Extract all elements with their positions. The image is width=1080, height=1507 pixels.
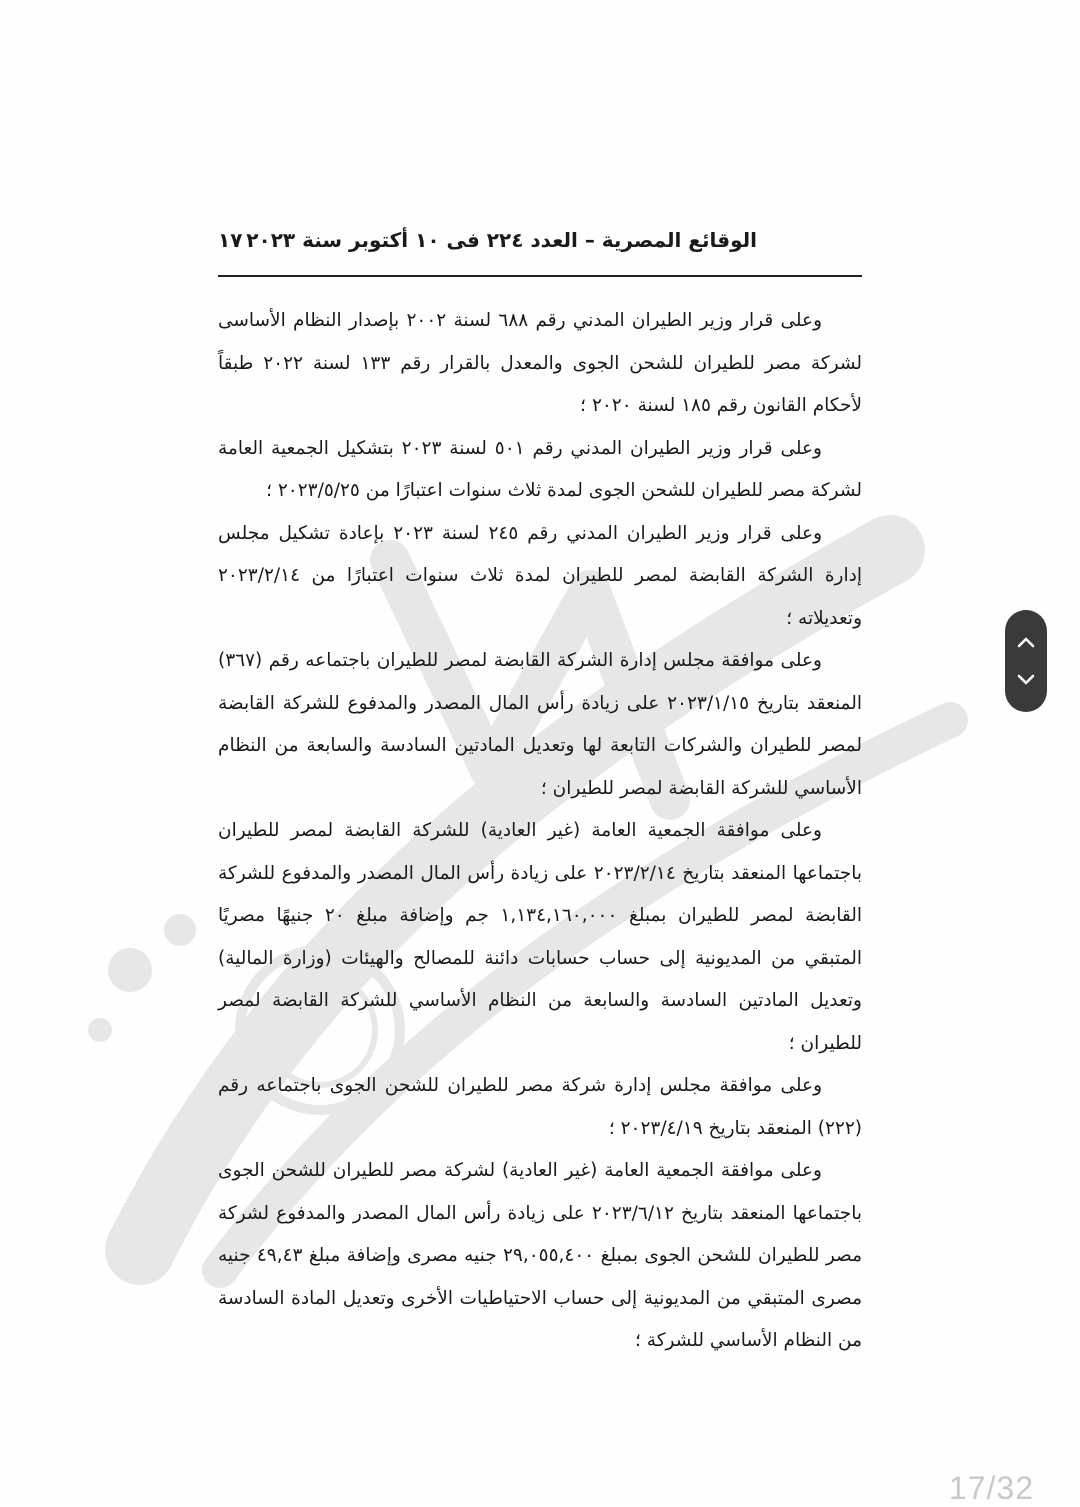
document-body [218,300,862,1363]
page-indicator: 17/32 [948,1470,1034,1506]
paragraph: وعلى موافقة مجلس إدارة الشركة القابضة لمصر للطيران باجتماعه رقم (٣٦٧) المنعقد بتاريخ ٢٠٢٣/١/١٥ على زيادة رأس المال المصدر والمدفوع للشركة القابضة لمصر للطيران والشركات التابعة لها وتعديل المادتين السادسة والسابعة من النظام الأساسي للشركة القابضة لمصر للطيران ؛ [218,650,863,799]
gazette-issue-title: الوقائع المصرية – العدد ٢٢٤ فى ١٠ أكتوبر سنة ٢٠٢٣ [246,228,757,252]
scroll-down-button[interactable] [1005,658,1047,700]
printed-page-number: ١٧ [218,228,243,252]
paragraph: وعلى موافقة الجمعية العامة (غير العادية) لشركة مصر للطيران للشحن الجوى باجتماعها المنعقد بتاريخ ٢٠٢٣/٦/١٢ على زيادة رأس المال المصدر والمدفوع لشركة مصر للطيران للشحن الجوى بمبلغ ٢٩,٠٥٥,٤٠٠ جنيه مصرى وإضافة مبلغ ٤٩,٤٣ جنيه مصرى المتبقي من المديونية إلى حساب الاحتياطيات الأخرى وتعديل المادة السادسة من النظام الأساسي للشركة ؛ [218,1160,863,1351]
paragraph: وعلى قرار وزير الطيران المدني رقم ٦٨٨ لسنة ٢٠٠٢ بإصدار النظام الأساسى لشركة مصر للطيران للشحن الجوى والمعدل بالقرار رقم ١٣٣ لسنة ٢٠٢٢ طبقاً لأحكام القانون رقم ١٨٥ لسنة ٢٠٢٠ ؛ [218,310,862,416]
header-divider [218,275,862,277]
paragraph: وعلى موافقة مجلس إدارة شركة مصر للطيران للشحن الجوى باجتماعه رقم (٢٢٢) المنعقد بتاريخ ٢٠٢٣/٤/١٩ ؛ [218,1075,862,1139]
paragraph: وعلى قرار وزير الطيران المدني رقم ٢٤٥ لسنة ٢٠٢٣ بإعادة تشكيل مجلس إدارة الشركة القابضة لمصر للطيران لمدة ثلاث سنوات اعتبارًا من ٢٠٢٣/٢/١٤ وتعديلاته ؛ [218,522,862,629]
page-scroll-control [1005,610,1047,712]
paragraph: وعلى قرار وزير الطيران المدني رقم ٥٠١ لسنة ٢٠٢٣ بتشكيل الجمعية العامة لشركة مصر للطيران للشحن الجوى لمدة ثلاث سنوات اعتبارًا من ٢٠٢٣/٥/٢٥ ؛ [218,437,862,501]
page-header [218,228,862,268]
paragraph: وعلى موافقة الجمعية العامة (غير العادية) للشركة القابضة لمصر للطيران باجتماعها المنعقد بتاريخ ٢٠٢٣/٢/١٤ على زيادة رأس المال المصدر والمدفوع للشركة القابضة لمصر للطيران بمبلغ ١,١٣٤,١٦٠,٠٠٠ جم وإضافة مبلغ ٢٠ جنيهًا مصريًا المتبقي من المديونية إلى حساب حسابات دائنة للمصالح والهيئات (وزارة المالية) وتعديل المادتين السادسة والسابعة من النظام الأساسي للشركة القابضة لمصر للطيران ؛ [218,820,863,1054]
chevron-up-icon [1015,632,1037,654]
chevron-down-icon [1015,668,1037,690]
